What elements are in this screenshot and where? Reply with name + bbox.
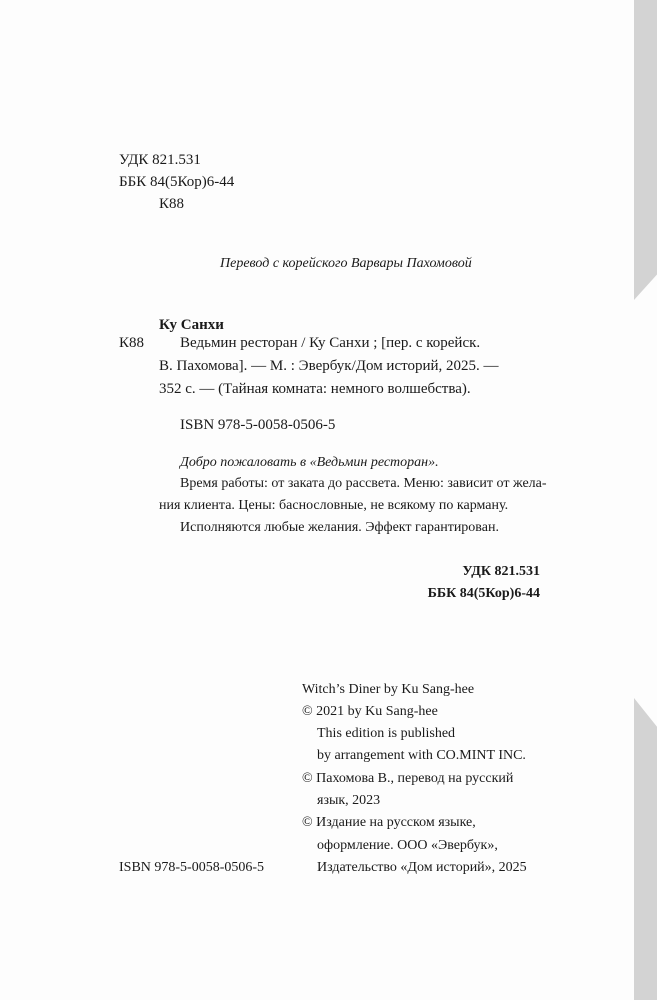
copyright-line: © 2021 by Ku Sang-hee — [302, 704, 438, 719]
bibliographic-mark: К88 — [119, 335, 145, 351]
copyright-line: язык, 2023 — [317, 793, 381, 808]
bbk-bold: ББК 84(5Кор)6-44 — [427, 586, 540, 601]
page-edge-top — [634, 0, 657, 300]
bbk-code: ББК 84(5Кор)6-44 — [119, 174, 235, 190]
isbn: ISBN 978-5-0058-0506-5 — [180, 417, 336, 433]
annotation-title: Добро пожаловать в «Ведьмин ресторан». — [180, 455, 439, 470]
udk-bold: УДК 821.531 — [462, 564, 540, 579]
copyright-line: by arrangement with CO.MINT INC. — [317, 748, 526, 763]
annotation-line: Время работы: от заката до рассвета. Меню: зависит от жела- — [180, 476, 547, 491]
bibliographic-line: 352 с. — (Тайная комната: немного волшебства). — [159, 381, 471, 397]
copyright-isbn: ISBN 978-5-0058-0506-5 — [119, 860, 265, 875]
copyright-line: This edition is published — [317, 726, 456, 741]
copyright-line: Witch’s Diner by Ku Sang-hee — [302, 682, 475, 697]
page-edge-bottom — [634, 698, 657, 1000]
bibliographic-line: В. Пахомова]. — М. : Эвербук/Дом историй, 2025. — — [159, 358, 499, 374]
copyright-line: © Издание на русском языке, — [302, 815, 476, 830]
author-mark: К88 — [159, 196, 185, 212]
author-heading: Ку Санхи — [159, 317, 224, 333]
copyright-line: Издательство «Дом историй», 2025 — [317, 860, 527, 875]
annotation-line: Исполняются любые желания. Эффект гарантирован. — [180, 520, 499, 535]
translator-note: Перевод с корейского Варвары Пахомовой — [220, 256, 472, 271]
copyright-line: оформление. ООО «Эвербук», — [317, 838, 498, 853]
copyright-line: © Пахомова В., перевод на русский — [302, 771, 514, 786]
annotation-line: ния клиента. Цены: баснословные, не всякому по карману. — [159, 498, 509, 513]
udk-code: УДК 821.531 — [119, 152, 201, 168]
bibliographic-line: Ведьмин ресторан / Ку Санхи ; [пер. с корейск. — [180, 335, 481, 351]
